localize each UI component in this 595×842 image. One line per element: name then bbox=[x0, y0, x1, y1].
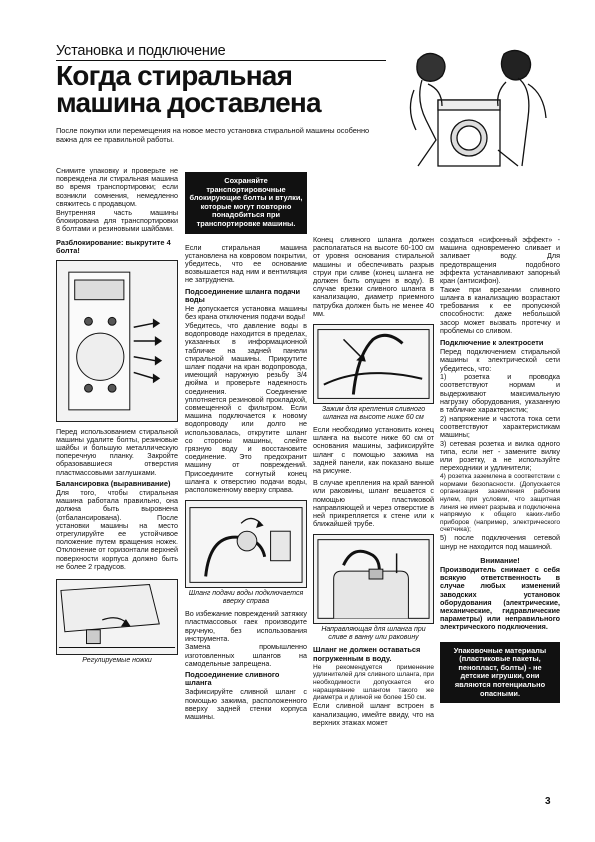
bolts-figure bbox=[56, 260, 178, 422]
guide-caption: Направляющая для шланга при сливе в ванну или раковину bbox=[321, 626, 426, 642]
col3-paragraph-4: Не рекомендуется применение удлинителей для сливного шланга, при необходимости допускается его наращивание шлангом такого же диаметра и длиной не более 150 см. bbox=[313, 663, 434, 702]
col4-paragraph-3: Перед подключением стиральной машины к электрической сети убедитесь, что: bbox=[440, 347, 560, 373]
water-hose-caption: Шланг подачи воды подключается вверху справа bbox=[188, 590, 304, 606]
check-item-1: 1) розетка и проводка соответствуют нормам и выдерживают максимальную нагрузку оборудования, указанную в табличке характеристик; bbox=[440, 372, 560, 415]
check-item-4: 4) розетка заземлена в соответствии с нормами безопасности. (Допускается организация заземления рабочим нулем, при условии, что защитная линия не имеет разрыва и подключена напрямую к общего каких-либо приборов (например, электрического счетчика); bbox=[440, 473, 560, 534]
intro-text: После покупки или перемещения на новое место установка стиральной машины особенно важна для ее правильной работы. bbox=[56, 126, 370, 144]
page-title-line-2: машина доставлена bbox=[56, 87, 321, 118]
col2-paragraph-4: Во избежание повреждений затяжку пластмассовых гаек производите вручную, без использования инструмента. bbox=[185, 609, 307, 643]
hose-warning-heading: Шланг не должен оставаться погруженным в воду. bbox=[313, 645, 421, 663]
balance-heading: Балансировка (выравнивание) bbox=[56, 478, 171, 488]
clamp-figure bbox=[313, 324, 434, 404]
couple-illustration bbox=[378, 40, 558, 170]
col2-paragraph-2: Не допускается установка машины без крана отключения подачи воды! bbox=[185, 303, 307, 322]
packaging-notice: Упаковочные материалы (пластиковые пакеты, пенопласт, болты) - не детские игрушки, они являются потенциально опасными. bbox=[440, 642, 560, 704]
col3-paragraph-1: Конец сливного шланга должен располагаться на высоте 60-100 см от уровня основания стиральной машины и обеспечивать разрыв струи при сливе (конец шланга не должен быть опущен в воду). В случае врезки сливного шланга в канализацию, диаметр приемного патрубка должен быть не менее 40 мм. bbox=[313, 235, 434, 318]
guide-figure bbox=[313, 534, 434, 624]
drain-hose-heading: Подсоединение сливного шланга bbox=[185, 670, 280, 688]
column-4 bbox=[440, 236, 560, 703]
col3-paragraph-3: В случае крепления на край ванной или раковины, шланг вешается с помощью пластиковой направляющей и через отверстие в ней прикрепляется к стене или к ближайшей трубе. bbox=[313, 478, 434, 529]
col1-paragraph-1: Снимите упаковку и проверьте не повреждена ли стиральная машина во время транспортировки; если возникли сомнения, немедленно свяжитесь с продавцом. bbox=[56, 166, 178, 208]
col1-paragraph-2: Внутренняя часть машины блокирована для транспортировки 8 болтами и резиновыми шайбами. bbox=[56, 207, 178, 233]
water-hose-heading: Подсоединение шланга подачи воды bbox=[185, 286, 301, 304]
page-title-line-1: Когда стиральная bbox=[56, 60, 293, 91]
col4-paragraph-1: создаться «сифонный эффект» - машина одновременно сливает и заливает воду. Для предотвращения подобного эффекта устанавливают запорный кран (антисифон). bbox=[440, 235, 560, 286]
column-3 bbox=[313, 236, 434, 727]
attention-heading: Внимание! bbox=[480, 555, 520, 565]
electrical-heading: Подключение к электросети bbox=[440, 337, 544, 347]
col2-paragraph-6: Зафиксируйте сливной шланг с помощью зажима, расположенного вверху задней стенки корпуса машины. bbox=[185, 687, 307, 722]
unlock-heading: Разблокирование: выкрутите 4 болта! bbox=[56, 238, 171, 256]
col4-paragraph-2: Также при врезании сливного шланга в канализацию возрастают требования к ее пропускной способности: даже небольшой засор может вызвать протечку и проблемы со сливом. bbox=[440, 284, 560, 335]
feet-figure bbox=[56, 579, 178, 655]
page-number: 3 bbox=[545, 796, 551, 807]
col2-paragraph-5: Замена промышленно изготовленных шлангов на самодельные запрещена. bbox=[185, 642, 307, 668]
feet-caption: Регулируемые ножки bbox=[82, 656, 152, 664]
col2-paragraph-3: Убедитесь, что давление воды в водопроводе находится в пределах, указанных в информационной табличке на задней панели стиральной машины. Прикрутите шланг подачи на кран водопровода, имеющий наружную резьбу 3/4 дюйма и проверьте надежность соединения. Соединение уплотняется резиновой прокладкой, совмещенной с фильтром. Если машина подключается к новому водопроводу или долго не использовалась, открутите шланг со стороны машины, слейте грязную воду и восстановите соединение. Это предохранит машину от повреждений. Присоедините согнутый конец шланга к отверстию подачи воды, расположенному вверху справа. bbox=[185, 320, 307, 494]
col3-paragraph-2: Если необходимо установить конец шланга на высоте ниже 60 см от основания машины, зафиксируйте шланг с помощью зажима на задней панели, как показано выше на рисунке. bbox=[313, 425, 434, 476]
col2-paragraph-1: Если стиральная машина установлена на ковровом покрытии, убедитесь, что ее основание возвышается над ним и вентиляция не затруднена. bbox=[185, 242, 307, 285]
clamp-caption: Зажим для крепления сливного шланга на высоте ниже 60 см bbox=[321, 406, 426, 422]
col3-paragraph-5: Если сливной шланг встроен в канализацию, имейте ввиду, что на верхних этажах может bbox=[313, 701, 434, 727]
check-item-3: 3) сетевая розетка и вилка одного типа, если нет - замените вилку или розетку, а не используйте переходники и удлинители; bbox=[440, 438, 560, 473]
water-hose-figure bbox=[185, 500, 307, 588]
check-item-2: 2) напряжение и частота тока сети соответствуют характеристикам машины; bbox=[440, 413, 560, 440]
col1-paragraph-3: Перед использованием стиральной машины удалите болты, резиновые шайбы и большую металлическую поперечную планку. Закройте образовавшиеся отверстия пластмассовыми заглушками. bbox=[56, 426, 178, 477]
attention-text: Производитель снимает с себя всякую ответственность в случае любых изменений заводских установок оборудования (электрические, механические, гидравлические параметры) или неправильного электрического подключения. bbox=[440, 565, 560, 632]
col1-paragraph-4: Для того, чтобы стиральная машина работала правильно, она должна быть выровнена (отбалансирована). После установки машины на место отрегулируйте ее устойчивое положение путем вращения ножек. Отклонение от горизонтали верхней поверхности корпуса должно быть не более 2 градусов. bbox=[56, 487, 178, 571]
section-title: Установка и подключение bbox=[56, 43, 226, 59]
column-2 bbox=[185, 172, 307, 722]
column-1 bbox=[56, 167, 178, 669]
check-item-5: 5) после подключения сетевой шнур не находится под машиной. bbox=[440, 533, 560, 551]
header bbox=[56, 44, 386, 116]
transport-bolts-notice: Сохраняйте транспортировочные блокирующие болты и втулки, которые могут повторно понадобиться при транспортировке машины. bbox=[185, 172, 307, 234]
